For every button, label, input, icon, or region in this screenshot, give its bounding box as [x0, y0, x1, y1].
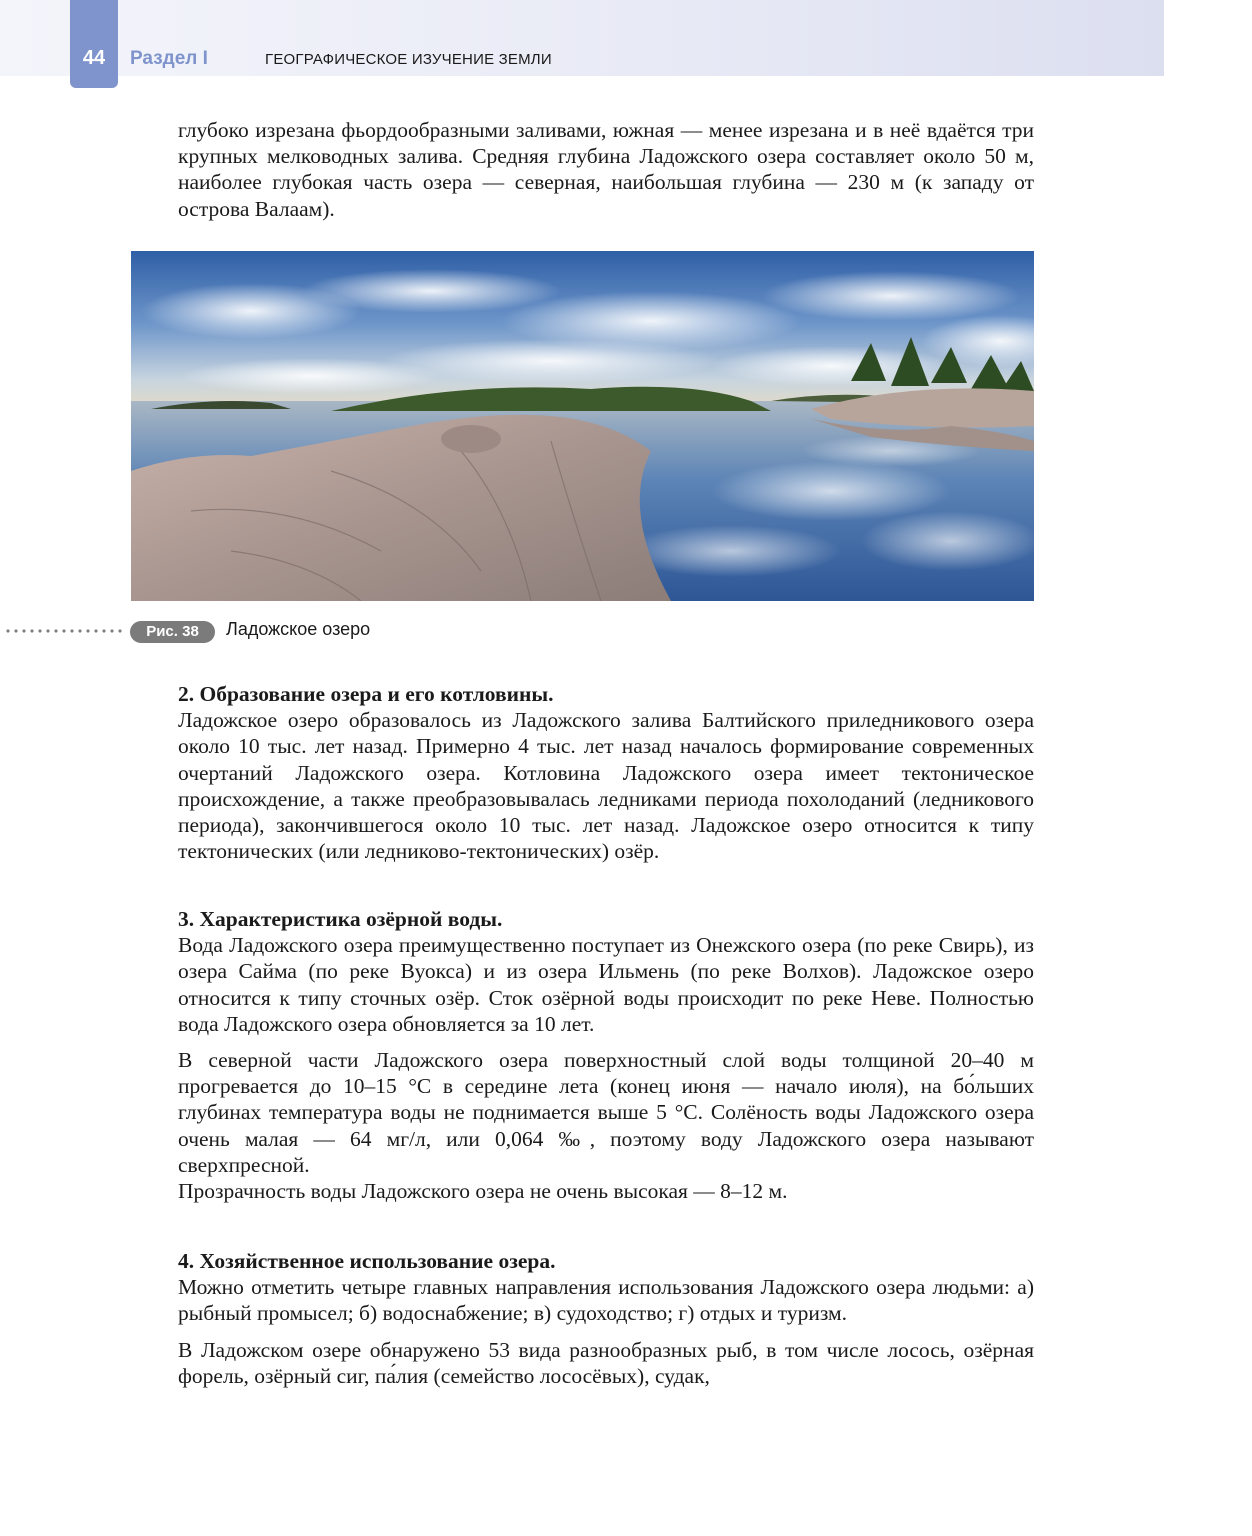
- water-body-3: Прозрачность воды Ладожского озера не очень высокая — 8–12 м.: [178, 1179, 788, 1204]
- section-usage: [178, 1248, 1034, 1389]
- formation-body: Ладожское озеро образовалось из Ладожского залива Балтийского приледникового озера около 10 тыс. лет назад. Примерно 4 тыс. лет назад началось формирование современных очертаний Ладожского озера. Котловина Ладожского озера имеет тектоническое происхождение, а также преобразовывалась ледниками периода похолоданий (ледникового периода), закончившегося около 10 тыс. лет назад. Ладожское озеро относится к типу тектонических (или ледниково-тектонических) озёр.: [178, 708, 1034, 864]
- intro-paragraph: [178, 117, 1034, 222]
- usage-body-2: В Ладожском озере обнаружено 53 вида разнообразных рыб, в том числе лосось, озёрная форель, озёрный сиг, па́лия (семейство лососёвых), судак,: [178, 1337, 1034, 1388]
- lake-photo: [131, 251, 1034, 601]
- usage-heading: 4. Хозяйственное использование озера.: [178, 1249, 556, 1273]
- water-body-2: В северной части Ладожского озера поверхностный слой воды толщиной 20–40 м прогревается до 10–15 °С в середине лета (конец июня — начало июля), на бо́льших глубинах температура воды не поднимается выше 5 °С. Солёность воды Ладожского озера очень малая — 64 мг/л, или 0,064 ‰, поэтому воду Ладожского озера называют сверхпресной.: [178, 1048, 1034, 1177]
- intro-text: глубоко изрезана фьордообразными заливами, южная — менее изрезана и в неё вдаётся три крупных мелководных залива. Средняя глубина Ладожского озера составляет около 50 м, наиболее глубокая часть озера — северная, наибольшая глубина — 230 м (к западу от острова Валаам).: [178, 118, 1034, 221]
- page-number: 44: [70, 0, 118, 88]
- section-label: Раздел I: [130, 48, 208, 69]
- section-title: ГЕОГРАФИЧЕСКОЕ ИЗУЧЕНИЕ ЗЕМЛИ: [265, 51, 552, 68]
- water-body-1: Вода Ладожского озера преимущественно поступает из Онежского озера (по реке Свирь), из озера Сайма (по реке Вуокса) и из озера Ильмень (по реке Волхов). Ладожское озеро относится к типу сточных озёр. Сток озёрной воды происходит по реке Неве. Полностью вода Ладожского озера обновляется за 10 лет.: [178, 933, 1034, 1036]
- section-formation: [178, 681, 1034, 864]
- caption-dots: [4, 623, 122, 639]
- section-water: [178, 906, 1034, 1204]
- water-heading: 3. Характеристика озёрной воды.: [178, 907, 503, 931]
- figure-badge: Рис. 38: [130, 621, 215, 643]
- usage-body-1: Можно отметить четыре главных направления использования Ладожского озера людьми: а) рыбный промысел; б) водоснабжение; в) судоходство; г) отдых и туризм.: [178, 1275, 1034, 1326]
- formation-heading: 2. Образование озера и его котловины.: [178, 682, 554, 706]
- figure-caption: Ладожское озеро: [226, 619, 371, 639]
